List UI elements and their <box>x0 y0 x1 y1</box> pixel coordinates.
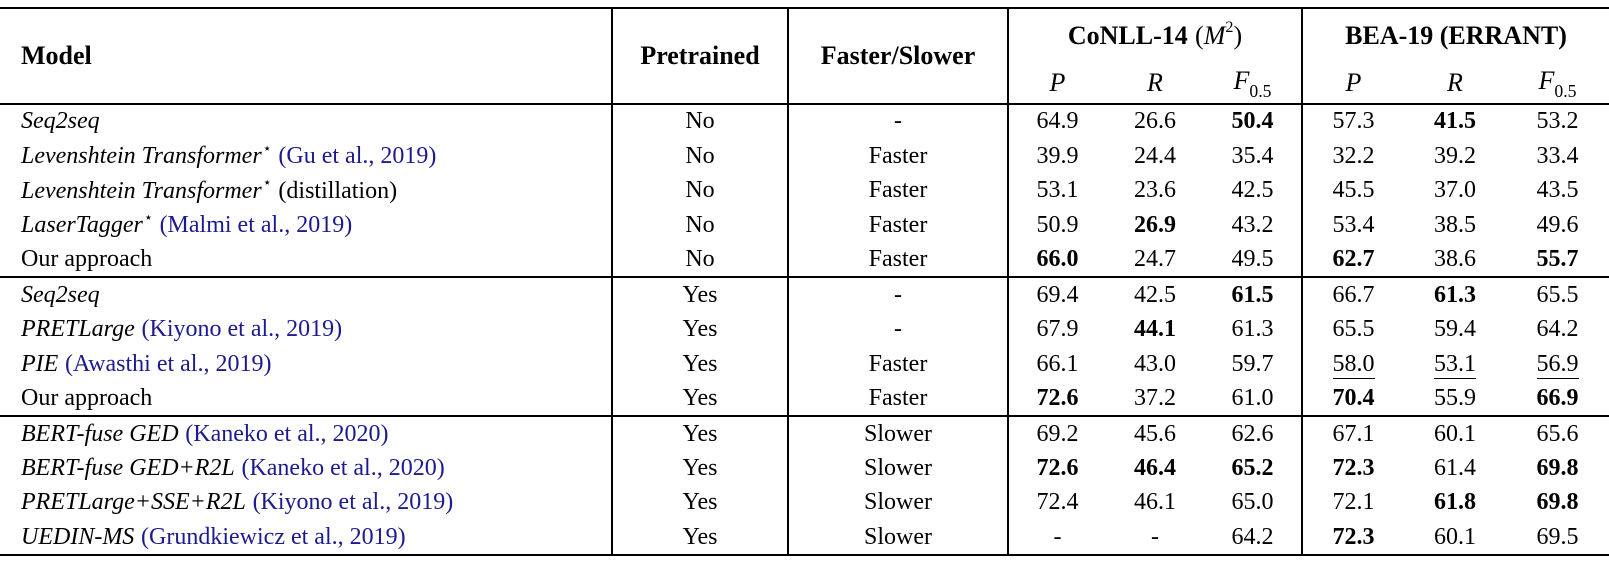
speed-cell: - <box>788 104 1008 139</box>
metric-value: 61.8 <box>1434 489 1476 516</box>
metric-value: 53.4 <box>1332 211 1375 238</box>
metric-bea-precision-cell <box>1302 208 1404 243</box>
metric-bea-f05-cell <box>1506 486 1609 521</box>
subcol-conll-precision: P <box>1049 68 1066 97</box>
citation-link[interactable]: (Grundkiewicz et al., 2019) <box>141 523 406 550</box>
metric-bea-f05-cell <box>1506 104 1609 139</box>
metric-bea-f05-cell <box>1506 347 1609 382</box>
table-row <box>0 416 1609 451</box>
metric-conll-recall-cell <box>1106 382 1204 417</box>
model-name: UEDIN-MS <box>21 523 135 550</box>
metric-conll-precision-cell <box>1008 208 1106 243</box>
metric-value: 65.5 <box>1536 281 1579 308</box>
table-body <box>0 104 1609 555</box>
metric-conll-precision-cell <box>1008 104 1106 139</box>
speed-cell: Faster <box>788 139 1008 174</box>
table-row <box>0 486 1609 521</box>
speed-cell: Slower <box>788 486 1008 521</box>
speed-cell: - <box>788 312 1008 347</box>
speed-cell: Faster <box>788 208 1008 243</box>
pretrained-cell: No <box>612 173 788 208</box>
metric-value: 23.6 <box>1134 177 1176 204</box>
metric-value: 64.2 <box>1231 523 1274 550</box>
model-suffix: (distillation) <box>278 177 398 204</box>
metric-conll-f05-cell <box>1204 312 1302 347</box>
model-cell <box>0 104 612 139</box>
metric-conll-f05-cell <box>1204 416 1302 451</box>
metric-value: 61.5 <box>1231 281 1274 308</box>
metric-bea-recall-cell <box>1404 347 1506 382</box>
pretrained-cell: No <box>612 139 788 174</box>
metric-conll-recall-cell <box>1106 347 1204 382</box>
metric-value: 59.7 <box>1231 350 1274 377</box>
subcol-conll-recall: R <box>1147 68 1163 97</box>
metric-value: 43.0 <box>1134 350 1176 377</box>
metric-conll-f05-cell <box>1204 208 1302 243</box>
speed-cell: Faster <box>788 347 1008 382</box>
metric-conll-recall-cell <box>1106 277 1204 312</box>
metric-value: 42.5 <box>1134 281 1176 308</box>
subcol-bea-precision: P <box>1345 68 1362 97</box>
model-cell <box>0 451 612 486</box>
model-name: Our approach <box>21 384 153 411</box>
metric-bea-f05-cell <box>1506 139 1609 174</box>
metric-value: 67.1 <box>1332 420 1375 447</box>
metric-conll-precision-cell <box>1008 382 1106 417</box>
model-name: PRETLarge <box>21 315 135 342</box>
model-cell <box>0 347 612 382</box>
metric-conll-precision-cell <box>1008 139 1106 174</box>
metric-bea-recall-cell <box>1404 243 1506 278</box>
col-header-pretrained: Pretrained <box>612 8 788 104</box>
metric-conll-recall-cell <box>1106 451 1204 486</box>
pretrained-cell: Yes <box>612 451 788 486</box>
metric-conll-precision-cell <box>1008 520 1106 555</box>
metric-bea-precision-cell <box>1302 520 1404 555</box>
metric-conll-recall-cell <box>1106 520 1204 555</box>
metric-bea-precision-cell <box>1302 451 1404 486</box>
metric-value: 44.1 <box>1134 315 1176 342</box>
speed-cell: Slower <box>788 451 1008 486</box>
metric-bea-precision-cell <box>1302 139 1404 174</box>
metric-conll-recall-cell <box>1106 486 1204 521</box>
metric-value: 72.3 <box>1332 523 1375 550</box>
metric-conll-precision-cell <box>1008 312 1106 347</box>
metric-value: 65.0 <box>1231 489 1274 516</box>
metric-value: 53.1 <box>1434 350 1476 377</box>
metric-value: 24.4 <box>1134 142 1176 169</box>
model-name: BERT-fuse GED+R2L <box>21 454 235 481</box>
metric-value: 66.9 <box>1536 384 1579 411</box>
metric-value: 50.4 <box>1231 108 1274 135</box>
citation-link[interactable]: (Kaneko et al., 2020) <box>241 454 445 481</box>
metric-value: 62.7 <box>1332 246 1375 273</box>
pretrained-cell: No <box>612 104 788 139</box>
pretrained-cell: Yes <box>612 347 788 382</box>
metric-bea-f05-cell <box>1506 243 1609 278</box>
metric-conll-f05-cell <box>1204 520 1302 555</box>
model-name: Levenshtein Transformer <box>21 177 262 204</box>
metric-value: 60.1 <box>1434 523 1476 550</box>
model-cell <box>0 277 612 312</box>
col-header-model: Model <box>0 8 612 104</box>
metric-bea-recall-cell <box>1404 208 1506 243</box>
metric-conll-precision-cell <box>1008 451 1106 486</box>
results-table <box>0 7 1609 556</box>
metric-value: 62.6 <box>1231 420 1274 447</box>
metric-value: 32.2 <box>1332 142 1375 169</box>
metric-bea-recall-cell <box>1404 416 1506 451</box>
metric-value: 50.9 <box>1036 211 1079 238</box>
model-cell <box>0 486 612 521</box>
metric-value: 67.9 <box>1036 315 1079 342</box>
metric-conll-f05-cell <box>1204 139 1302 174</box>
model-cell <box>0 139 612 174</box>
table-row <box>0 451 1609 486</box>
speed-cell: Faster <box>788 243 1008 278</box>
metric-value: 46.4 <box>1134 454 1176 481</box>
speed-cell: Faster <box>788 382 1008 417</box>
metric-bea-precision-cell <box>1302 382 1404 417</box>
metric-conll-f05-cell <box>1204 451 1302 486</box>
model-cell <box>0 312 612 347</box>
metric-bea-f05-cell <box>1506 382 1609 417</box>
metric-conll-recall-cell <box>1106 104 1204 139</box>
col-group-bea19: BEA-19 (ERRANT) <box>1345 21 1567 50</box>
metric-bea-f05-cell <box>1506 416 1609 451</box>
metric-bea-precision-cell <box>1302 416 1404 451</box>
metric-value: 24.7 <box>1134 246 1176 273</box>
metric-value: 41.5 <box>1434 108 1476 135</box>
metric-bea-precision-cell <box>1302 486 1404 521</box>
metric-conll-recall-cell <box>1106 312 1204 347</box>
metric-value: - <box>1151 523 1159 550</box>
metric-conll-precision-cell <box>1008 486 1106 521</box>
metric-bea-precision-cell <box>1302 243 1404 278</box>
model-name: Levenshtein Transformer <box>21 143 262 170</box>
table-row <box>0 277 1609 312</box>
metric-conll-recall-cell <box>1106 416 1204 451</box>
metric-conll-precision-cell <box>1008 347 1106 382</box>
pretrained-cell: Yes <box>612 520 788 555</box>
metric-bea-recall-cell <box>1404 277 1506 312</box>
citation-link[interactable]: (Awasthi et al., 2019) <box>65 350 272 377</box>
metric-bea-f05-cell <box>1506 520 1609 555</box>
metric-conll-f05-cell <box>1204 173 1302 208</box>
metric-value: 66.0 <box>1036 246 1079 273</box>
metric-value: 69.5 <box>1536 523 1579 550</box>
model-name: Seq2seq <box>21 108 100 135</box>
table-row <box>0 139 1609 174</box>
metric-value: 60.1 <box>1434 420 1476 447</box>
metric-bea-precision-cell <box>1302 104 1404 139</box>
table-row <box>0 104 1609 139</box>
model-name: PIE <box>21 350 59 377</box>
model-cell <box>0 243 612 278</box>
subcol-bea-recall: R <box>1447 68 1463 97</box>
metric-value: 42.5 <box>1231 177 1274 204</box>
citation-link[interactable]: (Kaneko et al., 2020) <box>185 420 389 447</box>
metric-value: 72.3 <box>1332 454 1375 481</box>
pretrained-cell: No <box>612 243 788 278</box>
col-header-faster-slower: Faster/Slower <box>788 8 1008 104</box>
metric-value: 56.9 <box>1536 350 1579 377</box>
metric-value: 49.6 <box>1536 211 1579 238</box>
citation-link[interactable]: (Malmi et al., 2019) <box>159 212 353 239</box>
metric-value: 43.5 <box>1536 177 1579 204</box>
metric-conll-recall-cell <box>1106 243 1204 278</box>
metric-value: 72.4 <box>1036 489 1079 516</box>
metric-value: 59.4 <box>1434 315 1476 342</box>
metric-value: 72.1 <box>1332 489 1375 516</box>
metric-conll-f05-cell <box>1204 277 1302 312</box>
metric-conll-f05-cell <box>1204 347 1302 382</box>
metric-conll-precision-cell <box>1008 243 1106 278</box>
metric-conll-f05-cell <box>1204 486 1302 521</box>
metric-bea-precision-cell <box>1302 312 1404 347</box>
metric-value: 61.0 <box>1231 384 1274 411</box>
star-icon: ⋆ <box>143 209 153 226</box>
metric-value: 65.2 <box>1231 454 1274 481</box>
metric-value: 66.1 <box>1036 350 1079 377</box>
metric-value: 45.6 <box>1134 420 1176 447</box>
pretrained-cell: Yes <box>612 416 788 451</box>
metric-value: 49.5 <box>1231 246 1274 273</box>
metric-value: 61.3 <box>1231 315 1274 342</box>
metric-bea-recall-cell <box>1404 312 1506 347</box>
metric-value: 35.4 <box>1231 142 1274 169</box>
metric-value: 53.1 <box>1036 177 1079 204</box>
metric-value: 69.4 <box>1036 281 1079 308</box>
citation-link[interactable]: (Kiyono et al., 2019) <box>141 315 343 342</box>
metric-value: 55.7 <box>1536 246 1579 273</box>
table-row <box>0 243 1609 278</box>
pretrained-cell: No <box>612 208 788 243</box>
speed-cell: Faster <box>788 173 1008 208</box>
metric-value: 65.5 <box>1332 315 1375 342</box>
metric-value: 64.9 <box>1036 108 1079 135</box>
model-name: PRETLarge+SSE+R2L <box>21 489 246 516</box>
model-cell <box>0 382 612 417</box>
metric-value: 55.9 <box>1434 384 1476 411</box>
metric-value: 65.6 <box>1536 420 1579 447</box>
model-cell <box>0 173 612 208</box>
table-row <box>0 173 1609 208</box>
pretrained-cell: Yes <box>612 486 788 521</box>
metric-value: 26.6 <box>1134 108 1176 135</box>
metric-conll-recall-cell <box>1106 208 1204 243</box>
metric-value: 39.9 <box>1036 142 1079 169</box>
table-row <box>0 347 1609 382</box>
metric-superscript: 2 <box>1225 18 1234 36</box>
metric-bea-recall-cell <box>1404 486 1506 521</box>
metric-value: 58.0 <box>1332 350 1375 377</box>
metric-value: 53.2 <box>1536 108 1579 135</box>
model-cell <box>0 208 612 243</box>
subcol-bea-f05: $F_{0.5}$ <box>1538 65 1577 102</box>
metric-value: 69.8 <box>1536 489 1579 516</box>
metric-conll-precision-cell <box>1008 173 1106 208</box>
metric-bea-recall-cell <box>1404 520 1506 555</box>
header-row-groups <box>0 8 1609 63</box>
metric-value: 26.9 <box>1134 211 1176 238</box>
citation-link[interactable]: (Gu et al., 2019) <box>278 143 437 170</box>
metric-bea-f05-cell <box>1506 208 1609 243</box>
metric-value: 38.6 <box>1434 246 1476 273</box>
metric-bea-f05-cell <box>1506 277 1609 312</box>
table-row <box>0 520 1609 555</box>
metric-value: 37.0 <box>1434 177 1476 204</box>
metric-conll-f05-cell <box>1204 243 1302 278</box>
metric-conll-recall-cell <box>1106 139 1204 174</box>
table-row <box>0 208 1609 243</box>
metric-value: 69.8 <box>1536 454 1579 481</box>
model-name: Our approach <box>21 246 153 273</box>
metric-value: 45.5 <box>1332 177 1375 204</box>
metric-value: 33.4 <box>1536 142 1579 169</box>
model-cell <box>0 416 612 451</box>
table-header <box>0 8 1609 104</box>
pretrained-cell: Yes <box>612 277 788 312</box>
conll14-label: CoNLL-14 <box>1067 21 1188 50</box>
metric-value: 37.2 <box>1134 384 1176 411</box>
metric-bea-recall-cell <box>1404 139 1506 174</box>
metric-conll-recall-cell <box>1106 173 1204 208</box>
metric-bea-recall-cell <box>1404 173 1506 208</box>
star-icon: ⋆ <box>262 140 272 157</box>
conll14-metric: $(M^2)$ <box>1195 18 1243 50</box>
metric-value: 46.1 <box>1134 489 1176 516</box>
metric-value: - <box>1053 523 1062 550</box>
metric-bea-recall-cell <box>1404 104 1506 139</box>
subcol-conll-f05: $F_{0.5}$ <box>1204 63 1302 104</box>
metric-value: 70.4 <box>1332 384 1375 411</box>
metric-bea-precision-cell <box>1302 347 1404 382</box>
metric-value: 66.7 <box>1332 281 1375 308</box>
metric-conll-f05-cell <box>1204 382 1302 417</box>
model-name: LaserTagger <box>21 212 143 239</box>
metric-value: 39.2 <box>1434 142 1476 169</box>
model-name: Seq2seq <box>21 281 100 308</box>
metric-bea-precision-cell <box>1302 277 1404 312</box>
metric-value: 57.3 <box>1332 108 1375 135</box>
table-row <box>0 382 1609 417</box>
speed-cell: - <box>788 277 1008 312</box>
metric-value: 38.5 <box>1434 211 1476 238</box>
star-icon: ⋆ <box>262 175 272 192</box>
metric-bea-f05-cell <box>1506 173 1609 208</box>
citation-link[interactable]: (Kiyono et al., 2019) <box>252 489 454 516</box>
metric-bea-f05-cell <box>1506 312 1609 347</box>
metric-value: 43.2 <box>1231 211 1274 238</box>
metric-bea-f05-cell <box>1506 451 1609 486</box>
pretrained-cell: Yes <box>612 312 788 347</box>
speed-cell: Slower <box>788 416 1008 451</box>
pretrained-cell: Yes <box>612 382 788 417</box>
metric-value: 61.4 <box>1434 454 1476 481</box>
model-name: BERT-fuse GED <box>21 420 179 447</box>
metric-conll-precision-cell <box>1008 416 1106 451</box>
metric-bea-recall-cell <box>1404 451 1506 486</box>
model-cell <box>0 520 612 555</box>
metric-bea-recall-cell <box>1404 382 1506 417</box>
table-row <box>0 312 1609 347</box>
metric-value: 72.6 <box>1036 454 1079 481</box>
metric-value: 72.6 <box>1036 384 1079 411</box>
metric-value: 69.2 <box>1036 420 1079 447</box>
metric-value: 61.3 <box>1434 281 1476 308</box>
metric-conll-precision-cell <box>1008 277 1106 312</box>
col-group-conll14 <box>1008 8 1302 63</box>
metric-conll-f05-cell <box>1204 104 1302 139</box>
metric-value: 64.2 <box>1536 315 1579 342</box>
speed-cell: Slower <box>788 520 1008 555</box>
metric-bea-precision-cell <box>1302 173 1404 208</box>
